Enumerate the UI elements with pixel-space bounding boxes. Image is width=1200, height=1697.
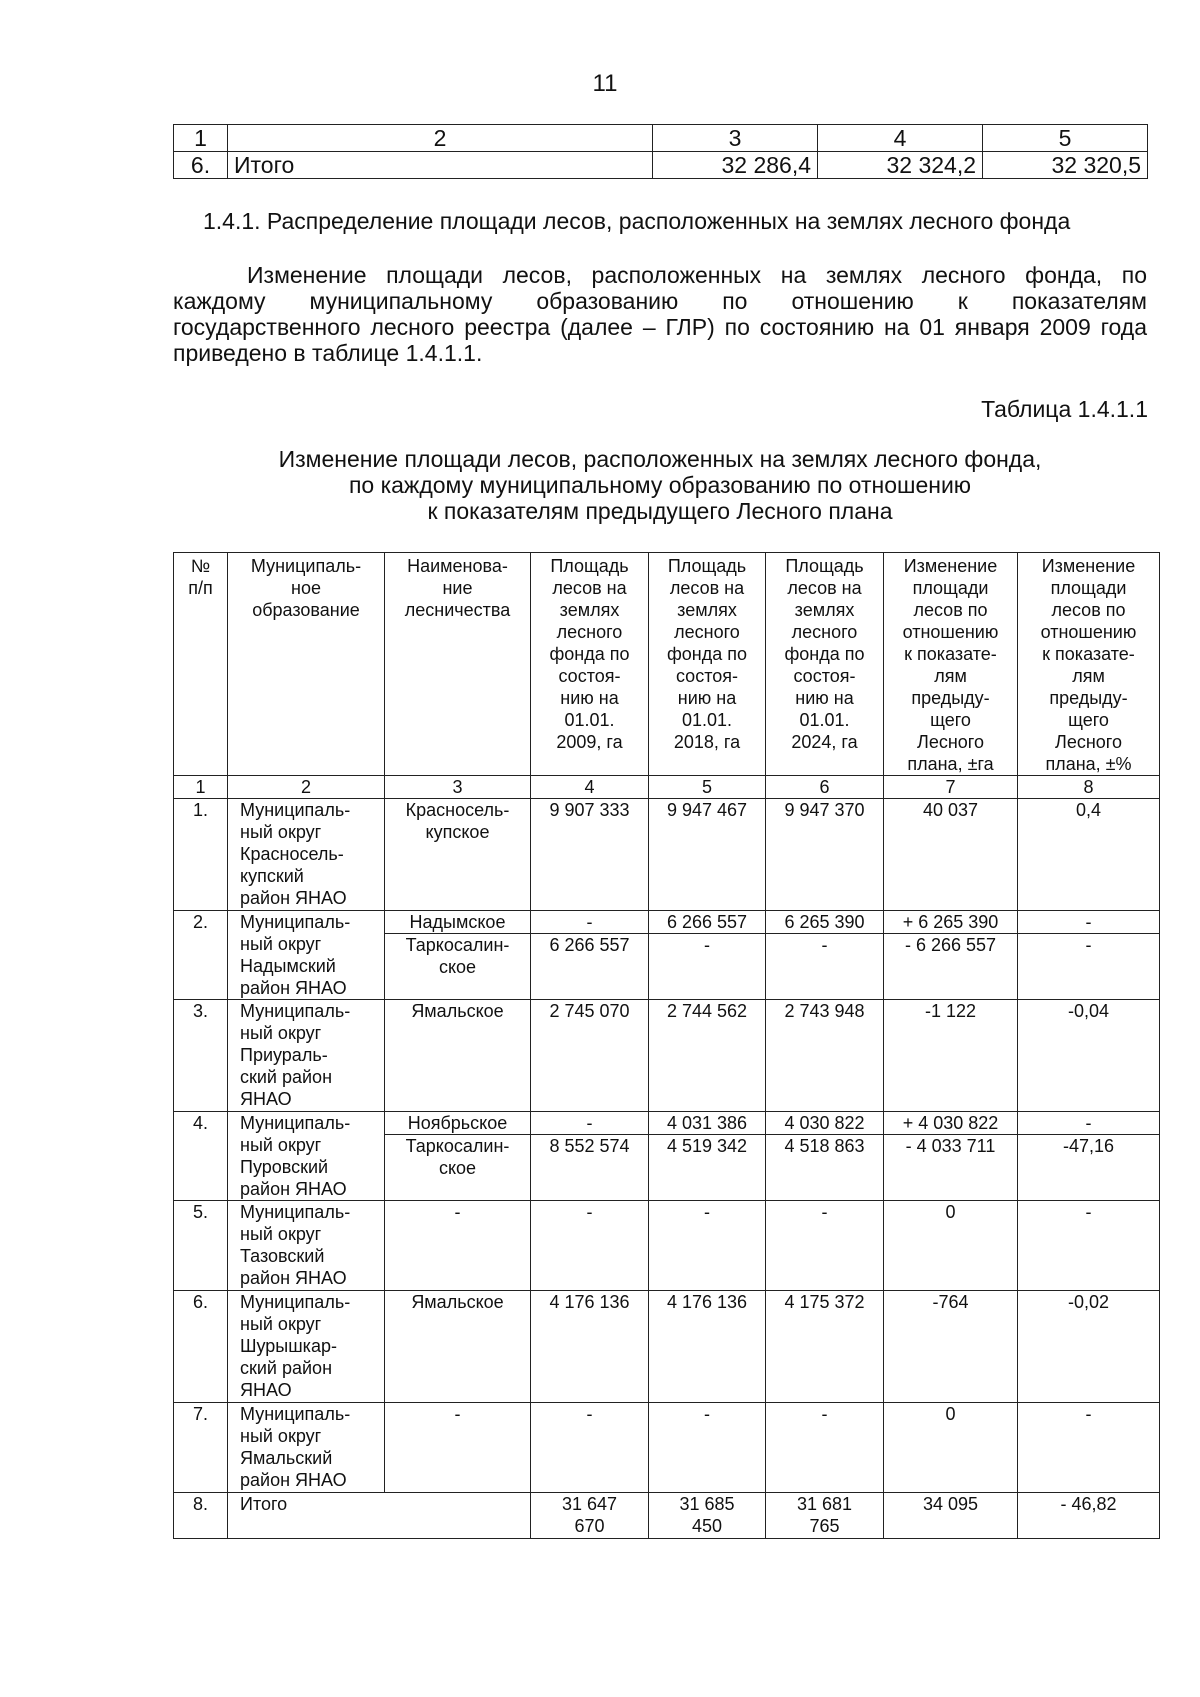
column-number: 8 <box>1018 776 1160 799</box>
table-cell: 1 <box>174 125 228 152</box>
area-2009-cell: 6 266 557 <box>531 934 649 1000</box>
column-header: Наименова- ние лесничества <box>385 553 531 776</box>
column-header: Площадь лесов на землях лесного фонда по состоя- нию на 01.01. 2024, га <box>766 553 884 776</box>
forestry-cell: - <box>385 1201 531 1291</box>
area-2018-cell: 6 266 557 <box>649 911 766 934</box>
row-number: 8. <box>174 1493 228 1539</box>
area-2024-cell: 4 518 863 <box>766 1135 884 1201</box>
column-number: 3 <box>385 776 531 799</box>
table-row <box>174 799 1160 911</box>
municipality-cell: Муниципаль- ный округ Ямальский район ЯНАО <box>228 1403 385 1493</box>
change-ha-cell: + 4 030 822 <box>884 1112 1018 1135</box>
change-pct-cell: - 46,82 <box>1018 1493 1160 1539</box>
caption-line: по каждому муниципальному образованию по отношению <box>348 472 972 498</box>
area-2009-cell: 31 647 670 <box>531 1493 649 1539</box>
area-2024-cell: - <box>766 1201 884 1291</box>
caption-line: к показателям предыдущего Лесного плана <box>427 498 893 524</box>
municipality-cell: Муниципаль- ный округ Тазовский район ЯНАО <box>228 1201 385 1291</box>
forest-area-table <box>173 552 1160 1539</box>
area-2009-cell: 8 552 574 <box>531 1135 649 1201</box>
municipality-cell: Муниципаль- ный округ Надымский район ЯНАО <box>228 911 385 1000</box>
table-cell: 4 <box>818 125 983 152</box>
change-pct-cell: - <box>1018 911 1160 934</box>
table-cell: 3 <box>653 125 818 152</box>
summary-table <box>173 124 1148 179</box>
row-number: 4. <box>174 1112 228 1201</box>
table-row <box>174 1112 1160 1135</box>
area-2024-cell: 4 030 822 <box>766 1112 884 1135</box>
row-number: 6. <box>174 1291 228 1403</box>
area-2009-cell: 2 745 070 <box>531 1000 649 1112</box>
column-header: № п/п <box>174 553 228 776</box>
column-header: Площадь лесов на землях лесного фонда по состоя- нию на 01.01. 2009, га <box>531 553 649 776</box>
forestry-cell: Таркосалин- ское <box>385 1135 531 1201</box>
area-2024-cell: 9 947 370 <box>766 799 884 911</box>
area-2009-cell: - <box>531 1112 649 1135</box>
paragraph-line: приведено в таблице 1.4.1.1. <box>173 340 483 366</box>
area-2009-cell: - <box>531 1403 649 1493</box>
forestry-cell: Красносель- купское <box>385 799 531 911</box>
paragraph-line: каждому муниципальному образованию по отношению к показателям <box>173 288 1147 314</box>
change-pct-cell: - <box>1018 1403 1160 1493</box>
table-row <box>174 125 1148 152</box>
forestry-cell: Таркосалин- ское <box>385 934 531 1000</box>
table-row <box>174 1291 1160 1403</box>
area-2024-cell: 2 743 948 <box>766 1000 884 1112</box>
row-number: 1. <box>174 799 228 911</box>
row-number: 5. <box>174 1201 228 1291</box>
change-ha-cell: + 6 265 390 <box>884 911 1018 934</box>
column-number: 2 <box>228 776 385 799</box>
forestry-cell: Надымское <box>385 911 531 934</box>
area-2009-cell: 9 907 333 <box>531 799 649 911</box>
area-2018-cell: 2 744 562 <box>649 1000 766 1112</box>
table-cell: 5 <box>983 125 1148 152</box>
forestry-cell: - <box>385 1403 531 1493</box>
column-number-row <box>174 776 1160 799</box>
area-2018-cell: - <box>649 934 766 1000</box>
table-cell: 32 286,4 <box>653 152 818 179</box>
change-ha-cell: 0 <box>884 1403 1018 1493</box>
column-number: 5 <box>649 776 766 799</box>
change-ha-cell: -764 <box>884 1291 1018 1403</box>
column-number: 7 <box>884 776 1018 799</box>
table-row <box>174 1403 1160 1493</box>
change-ha-cell: 34 095 <box>884 1493 1018 1539</box>
change-pct-cell: - <box>1018 1112 1160 1135</box>
change-ha-cell: - 4 033 711 <box>884 1135 1018 1201</box>
caption-line: Изменение площади лесов, расположенных на землях лесного фонда, <box>278 446 1042 472</box>
area-2018-cell: 9 947 467 <box>649 799 766 911</box>
forestry-cell: Ямальское <box>385 1000 531 1112</box>
column-number: 4 <box>531 776 649 799</box>
area-2024-cell: 6 265 390 <box>766 911 884 934</box>
area-2009-cell: 4 176 136 <box>531 1291 649 1403</box>
municipality-cell: Муниципаль- ный округ Приураль- ский район ЯНАО <box>228 1000 385 1112</box>
change-pct-cell: -47,16 <box>1018 1135 1160 1201</box>
municipality-cell: Муниципаль- ный округ Красносель- купский район ЯНАО <box>228 799 385 911</box>
change-pct-cell: -0,04 <box>1018 1000 1160 1112</box>
paragraph-line: Изменение площади лесов, расположенных на землях лесного фонда, по <box>247 262 1147 288</box>
table-row <box>174 152 1148 179</box>
column-header: Площадь лесов на землях лесного фонда по состоя- нию на 01.01. 2018, га <box>649 553 766 776</box>
municipality-cell: Муниципаль- ный округ Шурышкар- ский район ЯНАО <box>228 1291 385 1403</box>
row-number: 3. <box>174 1000 228 1112</box>
table-header-row <box>174 553 1160 776</box>
area-2018-cell: - <box>649 1403 766 1493</box>
area-2018-cell: 4 031 386 <box>649 1112 766 1135</box>
area-2018-cell: - <box>649 1201 766 1291</box>
change-ha-cell: 0 <box>884 1201 1018 1291</box>
column-header: Изменение площади лесов по отношению к показате- лям предыду- щего Лесного плана, ±% <box>1018 553 1160 776</box>
section-heading: 1.4.1. Распределение площади лесов, расположенных на землях лесного фонда <box>203 208 1071 234</box>
area-2018-cell: 4 176 136 <box>649 1291 766 1403</box>
column-header: Изменение площади лесов по отношению к показате- лям предыду- щего Лесного плана, ±га <box>884 553 1018 776</box>
table-cell: 32 320,5 <box>983 152 1148 179</box>
table-cell: 6. <box>174 152 228 179</box>
table-caption <box>173 446 1147 524</box>
change-pct-cell: - <box>1018 934 1160 1000</box>
column-number: 1 <box>174 776 228 799</box>
area-2024-cell: - <box>766 934 884 1000</box>
column-number: 6 <box>766 776 884 799</box>
forestry-cell: Ямальское <box>385 1291 531 1403</box>
municipality-cell: Муниципаль- ный округ Пуровский район ЯНАО <box>228 1112 385 1201</box>
area-2018-cell: 4 519 342 <box>649 1135 766 1201</box>
area-2024-cell: - <box>766 1403 884 1493</box>
intro-paragraph <box>173 262 1147 366</box>
table-cell: Итого <box>228 152 653 179</box>
area-2009-cell: - <box>531 911 649 934</box>
table-row <box>174 1201 1160 1291</box>
table-label: Таблица 1.4.1.1 <box>981 396 1148 422</box>
change-pct-cell: -0,02 <box>1018 1291 1160 1403</box>
change-ha-cell: 40 037 <box>884 799 1018 911</box>
change-ha-cell: - 6 266 557 <box>884 934 1018 1000</box>
change-pct-cell: - <box>1018 1201 1160 1291</box>
paragraph-line: государственного лесного реестра (далее – ГЛР) по состоянию на 01 января 2009 года <box>173 314 1147 340</box>
change-ha-cell: -1 122 <box>884 1000 1018 1112</box>
table-cell: 2 <box>228 125 653 152</box>
area-2024-cell: 31 681 765 <box>766 1493 884 1539</box>
forestry-cell: Ноябрьское <box>385 1112 531 1135</box>
table-row <box>174 911 1160 934</box>
total-label: Итого <box>228 1493 531 1539</box>
area-2024-cell: 4 175 372 <box>766 1291 884 1403</box>
area-2009-cell: - <box>531 1201 649 1291</box>
table-total-row <box>174 1493 1160 1539</box>
table-row <box>174 1000 1160 1112</box>
column-header: Муниципаль- ное образование <box>228 553 385 776</box>
row-number: 2. <box>174 911 228 1000</box>
area-2018-cell: 31 685 450 <box>649 1493 766 1539</box>
page-number: 11 <box>592 70 618 97</box>
row-number: 7. <box>174 1403 228 1493</box>
change-pct-cell: 0,4 <box>1018 799 1160 911</box>
table-cell: 32 324,2 <box>818 152 983 179</box>
